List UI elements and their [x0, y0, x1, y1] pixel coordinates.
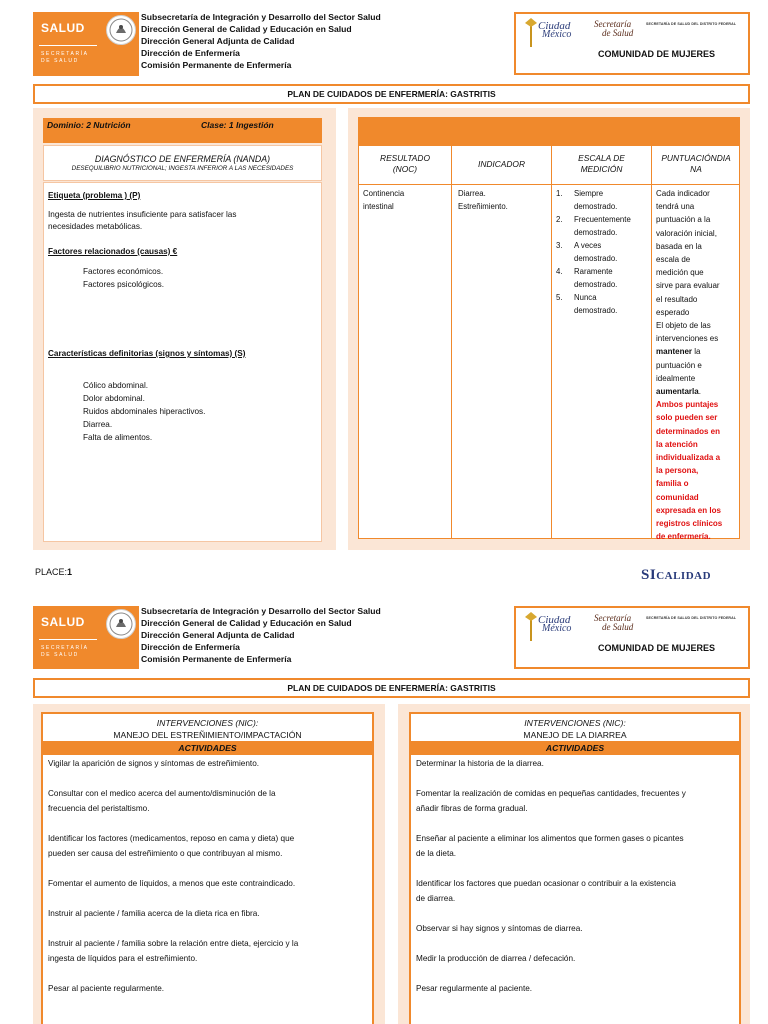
caract-item: Ruidos abdominales hiperactivos.: [83, 407, 206, 416]
activity-item: Identificar los factores que puedan ocasionar o contribuir a la existencia de diarrea.: [416, 879, 676, 903]
header-line: Dirección General de Calidad y Educación en Salud: [141, 618, 352, 628]
caract-item: Falta de alimentos.: [83, 433, 153, 442]
nic-panel-left: [33, 704, 385, 1024]
logo-sub2: DE SALUD: [41, 652, 79, 658]
cm-mexico: México: [542, 623, 572, 634]
nanda-detail-box: [43, 182, 322, 542]
nanda-title: DIAGNÓSTICO DE ENFERMERÍA (NANDA): [94, 154, 271, 164]
activity-item: Fomentar la realización de comidas en pequeñas cantidades, frecuentes y añadir fibras de forma gradual.: [416, 789, 686, 813]
noc-top-bar: [358, 117, 740, 145]
activity-item: Instruir al paciente / familia acerca de la dieta rica en fibra.: [48, 909, 260, 918]
indicador-list: [458, 187, 508, 213]
th-indicador: INDICADOR: [478, 159, 525, 169]
angel-logo-icon: [524, 17, 538, 47]
eagle-seal-icon: [106, 609, 136, 639]
right-panel: [348, 108, 750, 550]
logo-sub1: SECRETARÍA: [41, 51, 89, 57]
header-line: Comisión Permanente de Enfermería: [141, 60, 292, 70]
plan-title-bar: PLAN DE CUIDADOS DE ENFERMERÍA: GASTRITIS: [33, 84, 750, 104]
cm-small: SECRETARÍA DE SALUD DEL DISTRITO FEDERAL: [646, 22, 737, 26]
caract-item: Cólico abdominal.: [83, 381, 149, 390]
activity-item: Enseñar al paciente a eliminar los alimentos que formen gases o picantes de la dieta.: [416, 834, 684, 858]
noc-table: [358, 145, 740, 542]
header-line: Subsecretaría de Integración y Desarrollo del Sector Salud: [141, 606, 381, 616]
caract-label: Características definitorias (signos y síntomas) (S): [48, 349, 246, 358]
header-line: Comisión Permanente de Enfermería: [141, 654, 292, 664]
factor-item: Factores psicológicos.: [83, 280, 164, 289]
cm-title: COMUNIDAD DE MUJERES: [598, 643, 716, 653]
actividades-bar: ACTIVIDADES: [43, 741, 372, 755]
plan-title-bar: PLAN DE CUIDADOS DE ENFERMERÍA: GASTRITIS: [33, 678, 750, 698]
sicalidad-logo: SICALIDAD: [641, 567, 712, 583]
header-line: Dirección General Adjunta de Calidad: [141, 630, 295, 640]
nanda-sub: DESEQUILIBRIO NUTRICIONAL; INGESTA INFERIOR A LAS NECESIDADES: [71, 165, 294, 172]
salud-logo: [33, 12, 139, 76]
nic-box-right: [409, 712, 741, 1024]
indicador-item: Diarrea.: [458, 189, 486, 198]
indicador-item: Estreñimiento.: [458, 202, 508, 211]
th-resultado: RESULTADO (NOC): [380, 153, 430, 174]
header-line: Dirección General de Calidad y Educación en Salud: [141, 24, 352, 34]
eagle-seal-icon: [106, 15, 136, 45]
cm-desalud: de Salud: [602, 622, 634, 632]
etiqueta-label: Etiqueta (problema ) (P): [48, 191, 141, 200]
header-line: Dirección General Adjunta de Calidad: [141, 36, 295, 46]
activity-item: Pesar al paciente regularmente.: [48, 984, 165, 993]
actividades-bar: ACTIVIDADES: [411, 741, 739, 755]
etiqueta-line1: Ingesta de nutrientes insuficiente para satisfacer las: [48, 210, 237, 219]
header-lines: [141, 605, 431, 665]
cm-desalud: de Salud: [602, 28, 634, 38]
header-lines: [141, 11, 431, 71]
header-line: Dirección de Enfermería: [141, 642, 240, 652]
escala-list: 1. Siempre demostrado. 2. Frecuentemente demostrado. 3. A veces demostrado. 4. Raramente demostrado. 5. Nunca demostrado.: [556, 189, 631, 315]
nic-panel-right: [398, 704, 750, 1024]
nanda-box: [43, 145, 322, 181]
etiqueta-line2: necesidades metabólicas.: [48, 222, 143, 231]
logo-salud-text: SALUD: [41, 615, 85, 629]
caract-item: Diarrea.: [83, 420, 113, 429]
cm-secretaria: Secretaría: [594, 613, 632, 623]
place-label: PLACE:1: [35, 567, 73, 577]
activity-item: Instruir al paciente / familia sobre la relación entre dieta, ejercicio y la ingesta de líquidos para el estreñimiento.: [48, 939, 299, 963]
clase: Clase: 1 Ingestión: [201, 120, 274, 130]
activity-item: Consultar con el medico acerca del aumento/disminución de la frecuencia del peristaltismo.: [48, 789, 276, 813]
cm-ciudad: Ciudad: [538, 614, 571, 626]
activity-item: Pesar regularmente al paciente.: [416, 984, 533, 993]
salud-logo: [33, 606, 139, 669]
comunidad-box: [514, 606, 750, 669]
activity-item: Determinar la historia de la diarrea.: [416, 759, 544, 768]
header-line: Dirección de Enfermería: [141, 48, 240, 58]
logo-salud-text: SALUD: [41, 21, 85, 35]
logo-sub1: SECRETARÍA: [41, 645, 89, 651]
nic-title1: INTERVENCIONES (NIC):: [524, 718, 626, 728]
factor-item: Factores económicos.: [83, 267, 164, 276]
nic-title2: MANEJO DE LA DIARREA: [523, 730, 627, 740]
caract-item: Dolor abdominal.: [83, 394, 145, 403]
logo-sub2: DE SALUD: [41, 58, 79, 64]
activities-list: [43, 755, 372, 997]
cm-ciudad: Ciudad: [538, 20, 571, 32]
cm-mexico: México: [542, 29, 572, 40]
activity-item: Medir la producción de diarrea / defecación.: [416, 954, 576, 963]
left-panel: [33, 108, 336, 550]
activities-list: [411, 755, 739, 997]
activity-item: Observar si hay signos y síntomas de diarrea.: [416, 924, 583, 933]
th-escala: ESCALA DE MEDICIÓN: [578, 153, 625, 174]
resultado-text: Continencia intestinal: [363, 189, 405, 211]
nic-title1: INTERVENCIONES (NIC):: [156, 718, 259, 728]
cm-title: COMUNIDAD DE MUJERES: [598, 49, 716, 59]
activity-item: Identificar los factores (medicamentos, reposo en cama y dieta) que pueden ser causa del estreñimiento o que contribuyan al mismo.: [48, 834, 295, 858]
activity-item: Vigilar la aparición de signos y síntomas de estreñimiento.: [48, 759, 260, 768]
puntuacion-text: Cada indicador tendrá una puntuación a la valoración inicial, basada en la escala de medición que sirve para evaluar el resultado esperado El objeto de las intervenciones es mantener la puntuación e idealmente aumentarla. Ambos puntajes solo pueden ser determinados en la atención individualizada a la persona, familia o comunidad expresada en los registros clínicos de enfermería.: [656, 189, 723, 542]
factores-label: Factores relacionados (causas) €: [48, 247, 178, 256]
comunidad-box: [514, 12, 750, 75]
nic-box-left: [41, 712, 374, 1024]
dominio: Dominio: 2 Nutrición: [47, 120, 131, 130]
th-puntuacion: PUNTUACIÓNDIA NA: [661, 153, 731, 174]
angel-logo-icon: [524, 611, 538, 641]
dominio-bar: [43, 118, 322, 143]
nic-title2: MANEJO DEL ESTREÑIMIENTO/IMPACTACIÓN: [113, 730, 302, 740]
header-line: Subsecretaría de Integración y Desarrollo del Sector Salud: [141, 12, 381, 22]
cm-small: SECRETARÍA DE SALUD DEL DISTRITO FEDERAL: [646, 616, 737, 620]
activity-item: Fomentar el aumento de líquidos, a menos que este contraindicado.: [48, 879, 296, 888]
cm-secretaria: Secretaría: [594, 19, 632, 29]
